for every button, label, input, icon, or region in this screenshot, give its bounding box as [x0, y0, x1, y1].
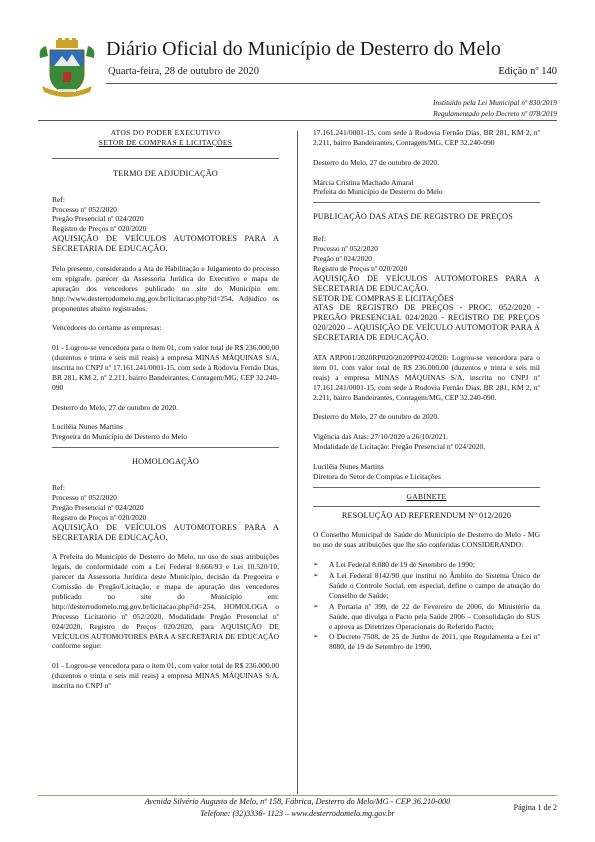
registry-number: Registro de Preços nº 020/2020	[52, 512, 147, 522]
column-divider	[297, 131, 298, 794]
body-paragraph: Pelo presente, considerando a Ata de Habilitação e Julgamento do processo em epígrafe, parecer da Assessoria Jurídica do Executivo e mapa de apuração dos vencedores publicado no site do Município em: http://www.desterrodomelo.mg.gov.br/licitacao.php?id=254, Adjudico os proponentes abaixo registrados.	[52, 263, 279, 313]
section-subheading: SETOR DE COMPRAS E LICITAÇÕES	[98, 137, 233, 147]
item-award: 01 - Logrou-se vencedora para o item 01, com valor total de R$ 236.000,00 (duzentos e trinta e seis mil reais) a empresa MINAS MÁQUINAS S/A, inscrita no CNPJ nº 17.161.241/0001-15, com sede à Rodovia Fernão Dias, BR 281, KM 2, nº 2.211, bairro Bandeirantes, Contagem/MG, CEP 32.240-090	[52, 343, 279, 392]
ref-label: Ref:	[52, 482, 65, 492]
footer-contact: Telefone: (32)3336- 1123 – www.desterrodomelo.mg.gov.br	[200, 809, 395, 818]
list-item: ➢ A Portaria nº 399, de 22 de Fevereiro de 2006, do Ministério da Saúde, que divulga o Pacto pela Saúde 2006 – Consolidação do SUS e aprova as Diretrizes Operacionais do Referido Pacto;	[313, 601, 540, 631]
date-line: Desterro do Melo, 27 de outubro de 2020.	[313, 412, 440, 422]
footer-rule	[38, 795, 557, 796]
edition-number: Edição nº 140	[498, 66, 557, 77]
object-text: AQUISIÇÃO DE VEÍCULOS AUTOMOTORES PARA A SECRETARIA DE EDUCAÇÃO.	[52, 234, 279, 254]
registry-number: Registro de Preços nº 020/2020	[52, 224, 147, 234]
pregao-number: Pregão nº 024/2020	[313, 253, 372, 263]
sector-name: SETOR DE COMPRAS E LICITAÇÕES	[313, 293, 454, 303]
left-column	[52, 128, 279, 691]
registry-number: Registro de Preços nº 020/2020	[313, 263, 408, 273]
pregao-number: Pregão Presencial nº 024/2020	[52, 502, 144, 512]
process-number: Processo nº 052/2020	[52, 492, 117, 502]
validity-line: Vigência das Atas: 27/10/2020 a 26/10/2021.	[313, 432, 448, 442]
section-heading: GABINETE	[406, 491, 447, 501]
footer-address: Avenida Silvério Augusto de Melo, nº 158, Fábrica, Desterro do Melo/MG - CEP 36.210-000	[144, 797, 451, 806]
header-bottom-rule	[38, 120, 557, 121]
signatory-name: Luciléia Nunes Martins	[52, 422, 123, 432]
arrow-bullet-icon: ➢	[313, 560, 319, 569]
process-number: Processo nº 052/2020	[313, 244, 378, 254]
masthead-rule	[106, 83, 557, 84]
signatory-name: Márcia Cristina Machado Amaral	[313, 177, 414, 187]
regulated-note: Regulamentado pelo Decreto nº 078/2019	[433, 109, 557, 118]
signatory-name: Lucilêia Nunes Martins	[313, 461, 384, 471]
ref-label: Ref:	[313, 234, 326, 244]
article-title: HOMOLOGAÇÃO	[131, 457, 199, 467]
ref-label: Ref:	[52, 194, 65, 204]
instituted-note: Instituído pela Lei Municipal nº 830/2019	[432, 98, 557, 107]
section-heading: ATOS DO PODER EXECUTIVO	[110, 128, 221, 137]
arrow-bullet-icon: ➢	[313, 632, 319, 641]
process-number: Processo nº 052/2020	[52, 204, 117, 214]
municipal-crest-logo	[36, 38, 98, 100]
signatory-role: Pregoeira do Município de Desterro do Melo	[52, 432, 187, 442]
edition-date: Quarta-feira, 28 de outubro de 2020	[108, 66, 260, 77]
list-item: ➢ O Decreto 7508, de 25 de Junho de 2011, que Regulamenta a Lei nº 8080, de 19 de Setembro de 1990,	[313, 632, 540, 652]
item-award: 01 - Logrou-se vencedora para o item 01, com valor total de R$ 236.000,00 (duzentos e trinta e seis mil reais) a empresa MINAS MÁQUINAS S/A, inscrita no CNPJ nº	[52, 661, 279, 691]
list-item: ➢ A Lei Federal 8.080 de 19 de Setembro de 1990;	[313, 560, 475, 570]
date-line: Desterro do Melo, 27 de outubro de 2020.	[313, 157, 440, 167]
signatory-role: Diretora do Setor de Compras e Licitações	[313, 471, 441, 481]
right-column	[313, 128, 540, 653]
arrow-bullet-icon: ➢	[313, 601, 319, 610]
page-number: Página 1 de 2	[513, 803, 557, 812]
body-paragraph: A Prefeita do Município de Desterro do Melo, no uso de suas atribuições legais, de conformidade com a Lei Federal 8.666/93 e Lei 10.520/10, parecer da Assessoria Jurídica deste Município, decisão da Pregoeira e Comissão de Pregão/Licitação, e mapa de apuração dos vencedores publicado no site do Município em: http://desterrodomelo.mg.gov.br/licitacao.php?id=254, HOMOLOGA o Processo Licitatório nº 052/2020, Modalidade Pregão Presencial nº 024/2020, Registro de Preços 020/2020, para AQUISIÇÃO DE VEÍCULOS AUTOMOTORES PARA A SECRETARIA DE EDUCAÇÃO conforme segue:	[52, 552, 279, 651]
object-text: AQUISIÇÃO DE VEÍCULOS AUTOMOTORES PARA A SECRETARIA DE EDUCAÇÃO.	[52, 522, 279, 542]
atas-text: ATAS DE REGISTRO DE PREÇOS - PROC. 052/2020 - PREGÃO PRESENCIAL 024/2020 - REGISTRO DE PREÇOS 020/2020 – AQUISIÇÃO DE VEÍCULO AUTOMOTOR PARA A SECRETARIA DE EDUCAÇÃO.	[313, 303, 540, 343]
modality-line: Modalidade de Licitação: Pregão Presencial nº 024/2020.	[313, 442, 486, 452]
object-text: AQUISIÇÃO DE VEÍCULOS AUTOMOTORES PARA A SECRETARIA DE EDUCAÇÃO.	[313, 273, 540, 293]
ata-award: ATA ARP001/2020RP020/2020PP024/2020: Logrou-se vencedora para o item 01, com valor total de R$ 236.000,00 (duzentos e trinta e seis mil reais) a empresa MINAS MÁQUINAS S/A, inscrita no CNPJ nº 17.161.241/0001-15, com sede à Rodovia Fernão Dias, BR 281, KM 2, nº 2.211, bairro Bandeirantes, Contagem/MG, CEP 32.240-090.	[313, 352, 540, 402]
date-line: Desterro do Melo, 27 de outubro de 2020.	[52, 402, 179, 412]
winners-intro: Vencedores do certame as empresas:	[52, 323, 162, 333]
newspaper-title: Diário Oficial do Município de Desterro do Melo	[106, 38, 501, 60]
continued-text: 17.161.241/0001-15, com sede à Rodovia Fernão Dias, BR 281, KM 2, nº 2.211, bairro Bandeirantes, Contagem/MG, CEP 32.240-090	[313, 128, 540, 147]
article-title: TERMO DE ADJUDICAÇÃO	[113, 168, 218, 178]
signatory-role: Prefeita do Município de Desterro do Melo	[313, 187, 443, 197]
article-title: RESOLUÇÃO AD REFERENDUM Nº 012/2020	[341, 510, 512, 520]
resolution-intro: O Conselho Municipal de Saúde do Município de Desterro do Melo - MG no uso de suas atribuições que lhe são conferidas CONSIDERANDO:	[313, 530, 540, 550]
arrow-bullet-icon: ➢	[313, 571, 319, 580]
pregao-number: Pregão Presencial nº 024/2020	[52, 214, 144, 224]
article-title: PUBLICAÇÃO DAS ATAS DE REGISTRO DE PREÇOS	[313, 212, 513, 222]
list-item: ➢ A Lei Federal 8142/90 que institui no Âmbito do Sistema Único de Saúde o Controle Social, em especial, define o campo de atuação do Conselho de Saúde;	[313, 571, 540, 600]
